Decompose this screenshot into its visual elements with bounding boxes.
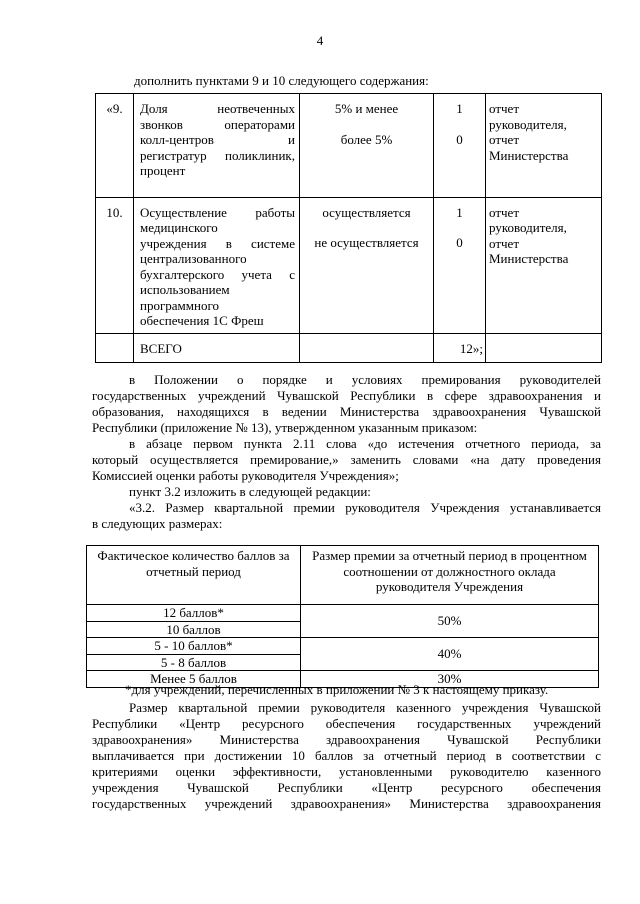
- paragraph-abzac: [92, 436, 601, 484]
- value-cell: [300, 197, 434, 333]
- paragraph-razmer: [92, 500, 601, 532]
- table-row: [87, 605, 599, 622]
- indicator-line: обеспечения 1С Фреш: [140, 313, 264, 328]
- percent-cell: 40%: [301, 638, 599, 671]
- header-percent: Размер премии за отчетный период в процентном соотношении от должностного оклада руководителя Учреждения: [301, 546, 599, 605]
- value-option: 5% и менее: [334, 101, 399, 116]
- row-number: «9.: [96, 94, 134, 198]
- source-line: Министерства: [489, 251, 569, 266]
- indicator-line: учреждения в системе: [140, 235, 295, 251]
- text-line: Республики «Центр ресурсного обеспечения государственных учреждений: [92, 716, 601, 731]
- score-cell: Менее 5 баллов: [87, 671, 301, 688]
- score-cell: 12 баллов*: [87, 605, 301, 622]
- indicator-line: Доля неотвеченных: [140, 101, 295, 116]
- indicator-cell: [134, 94, 300, 198]
- table-row-total: [96, 333, 602, 362]
- source-line: руководителя,: [489, 220, 567, 235]
- score-cell: 5 - 10 баллов*: [87, 638, 301, 655]
- row-number: 10.: [96, 197, 134, 333]
- source-cell: [486, 94, 602, 198]
- indicator-line: использованием: [140, 282, 230, 297]
- paragraph-final: [92, 700, 601, 812]
- points-value: 0: [456, 131, 463, 147]
- points-cell: [434, 197, 486, 333]
- paragraph-polozhenie: [92, 372, 601, 436]
- source-line: Министерства: [489, 147, 569, 163]
- points-value: 1: [456, 101, 463, 116]
- indicator-line: процент: [140, 163, 186, 178]
- indicator-line: бухгалтерского учета с: [140, 266, 295, 282]
- points-value: 1: [456, 204, 463, 220]
- total-points: 12»;: [434, 333, 486, 362]
- source-line: отчет: [489, 235, 519, 251]
- indicator-line: звонков операторами: [140, 116, 295, 132]
- indicator-line: централизованного: [140, 251, 247, 266]
- text-line: Республики (приложение № 13), утвержденном указанным приказом:: [92, 420, 478, 435]
- total-label: ВСЕГО: [134, 333, 300, 362]
- source-line: отчет: [489, 204, 519, 220]
- points-value: 0: [456, 235, 463, 250]
- score-cell: 10 баллов: [87, 621, 301, 638]
- indicator-line: Осуществление работы: [140, 204, 295, 220]
- indicator-line: колл-центров и: [140, 132, 295, 147]
- text-line: в следующих размерах:: [92, 516, 223, 531]
- text-line: «3.2. Размер квартальной премии руководителя Учреждения устанавливается: [129, 500, 601, 515]
- text-line: здравоохранения» Министерства здравоохранения Чувашской Республики: [92, 732, 601, 747]
- points-cell: [434, 94, 486, 198]
- header-score: Фактическое количество баллов за отчетный период: [87, 546, 301, 605]
- text-line: государственных учреждений Чувашской Республики в сфере здравоохранения и: [92, 388, 601, 403]
- text-line: образования, находящихся в ведении Министерства здравоохранения Чувашской: [92, 404, 601, 419]
- value-option: более 5%: [340, 131, 393, 147]
- text-line: в Положении о порядке и условиях премирования руководителей: [129, 372, 601, 387]
- text-line: учреждения Чувашской Республики «Центр ресурсного обеспечения: [92, 780, 601, 795]
- percent-cell: 50%: [301, 605, 599, 638]
- text-line: критериями оценки эффективности, установленными руководителю казенного: [92, 764, 601, 779]
- value-cell: [300, 94, 434, 198]
- indicator-cell: [134, 197, 300, 333]
- source-line: руководителя,: [489, 116, 567, 132]
- table-row: [96, 94, 602, 198]
- text-line: который осуществляется премирование,» заменить словами «на дату проведения: [92, 452, 601, 467]
- indicator-line: медицинского: [140, 220, 218, 235]
- table-row: [96, 197, 602, 333]
- value-option: осуществляется: [322, 204, 411, 220]
- indicator-line: регистратур поликлиник,: [140, 147, 295, 163]
- source-line: отчет: [489, 101, 519, 116]
- text-line: в абзаце первом пункта 2.11 слова «до истечения отчетного периода, за: [129, 436, 601, 451]
- table-row: [87, 638, 599, 655]
- table-header-row: [87, 546, 599, 605]
- intro-text: дополнить пунктами 9 и 10 следующего содержания:: [134, 73, 429, 88]
- score-cell: 5 - 8 баллов: [87, 654, 301, 671]
- text-line: Комиссией оценки работы руководителя Учреждения»;: [92, 468, 399, 483]
- source-cell: [486, 197, 602, 333]
- text-line: Размер квартальной премии руководителя казенного учреждения Чувашской: [129, 700, 601, 715]
- value-option: не осуществляется: [314, 235, 419, 250]
- text-line: государственных учреждений здравоохранения» Министерства здравоохранения: [92, 796, 601, 811]
- source-line: отчет: [489, 132, 519, 147]
- footnote: *для учреждений, перечисленных в приложении № 3 к настоящему приказу.: [125, 682, 549, 697]
- paragraph-punkt: пункт 3.2 изложить в следующей редакции:: [129, 484, 371, 499]
- bonus-table: [86, 545, 599, 688]
- criteria-table: [95, 93, 602, 363]
- percent-cell: 30%: [301, 671, 599, 688]
- text-line: выплачивается при достижении 10 баллов за отчетный период в соответствии с: [92, 748, 601, 763]
- indicator-line: программного: [140, 297, 219, 313]
- page-number: 4: [316, 33, 324, 48]
